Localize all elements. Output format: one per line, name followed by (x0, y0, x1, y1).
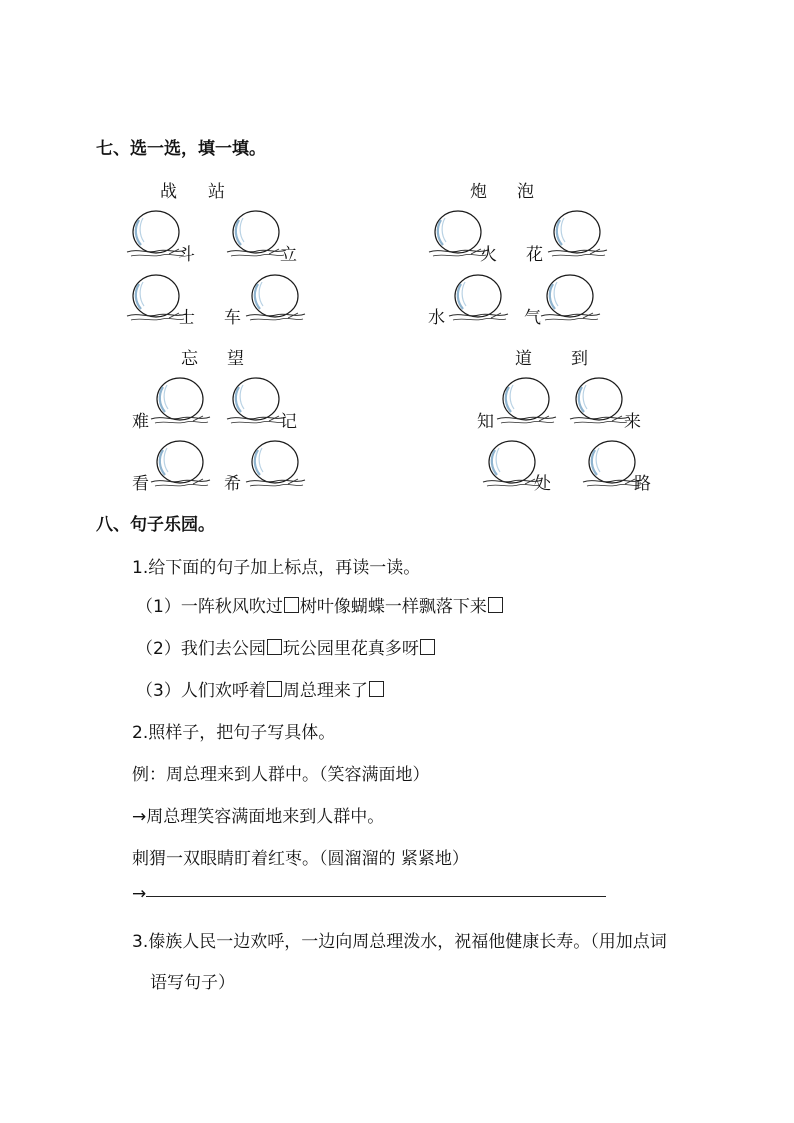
punctuation-box[interactable] (284, 597, 299, 613)
section7-title: 七、选一选，填一填。 (96, 139, 266, 159)
word-char: 水 (428, 308, 445, 328)
q2-example: 例：周总理来到人群中。（笑容满面地） (132, 765, 430, 785)
q1-item-1: （1）一阵秋风吹过 树叶像蝴蝶一样飘落下来 (136, 592, 504, 617)
q2-task: 刺猬一双眼睛盯着红枣。（圆溜溜的 紧紧地） (132, 849, 469, 869)
word-char: 路 (634, 474, 651, 494)
option-char: 道 (515, 349, 532, 369)
section8-title: 八、句子乐园。 (96, 515, 215, 535)
punctuation-box[interactable] (267, 681, 282, 697)
answer-bubble[interactable] (538, 272, 602, 324)
option-char: 泡 (517, 182, 534, 202)
option-char: 炮 (470, 182, 487, 202)
q2-answer-row (132, 884, 606, 904)
word-char: 车 (224, 308, 241, 328)
option-char: 到 (571, 349, 588, 369)
word-char: 立 (280, 245, 297, 265)
answer-bubble[interactable] (243, 272, 307, 324)
word-char: 花 (526, 245, 543, 265)
option-char: 战 (160, 182, 177, 202)
punctuation-box[interactable] (267, 639, 282, 655)
word-char: 来 (624, 412, 641, 432)
answer-bubble[interactable] (567, 375, 631, 427)
word-char: 知 (477, 412, 494, 432)
q3-line1: 3.傣族人民一边欢呼，一边向周总理泼水，祝福他健康长寿。（用加点词 (132, 932, 667, 952)
punctuation-box[interactable] (420, 639, 435, 655)
answer-bubble[interactable] (148, 375, 212, 427)
word-char: 火 (480, 245, 497, 265)
word-char: 气 (524, 308, 541, 328)
word-char: 士 (178, 308, 195, 328)
word-char: 处 (534, 474, 551, 494)
q1-item-2: （2）我们去公园 玩公园里花真多呀 (136, 634, 436, 659)
option-char: 望 (227, 349, 244, 369)
word-char: 看 (132, 474, 149, 494)
word-char: 难 (132, 412, 149, 432)
punctuation-box[interactable] (369, 681, 384, 697)
answer-bubble[interactable] (494, 375, 558, 427)
answer-bubble[interactable] (545, 208, 609, 260)
arrow: → (132, 884, 147, 904)
q2-prompt: 2.照样子，把句子写具体。 (132, 723, 336, 743)
answer-bubble[interactable] (446, 272, 510, 324)
punctuation-box[interactable] (488, 597, 503, 613)
answer-bubble[interactable] (224, 208, 288, 260)
answer-bubble[interactable] (224, 375, 288, 427)
answer-bubble[interactable] (148, 438, 212, 490)
answer-blank-line[interactable] (146, 885, 606, 897)
option-char: 忘 (181, 349, 198, 369)
word-char: 斗 (178, 245, 195, 265)
option-char: 站 (208, 182, 225, 202)
q1-item-3: （3）人们欢呼着 周总理来了 (136, 676, 385, 701)
word-char: 希 (224, 474, 241, 494)
word-char: 记 (280, 412, 297, 432)
q2-example-answer: →周总理笑容满面地来到人群中。 (132, 807, 385, 827)
answer-bubble[interactable] (243, 438, 307, 490)
q1-prompt: 1.给下面的句子加上标点，再读一读。 (132, 558, 421, 578)
q3-line2: 语写句子） (150, 973, 235, 993)
